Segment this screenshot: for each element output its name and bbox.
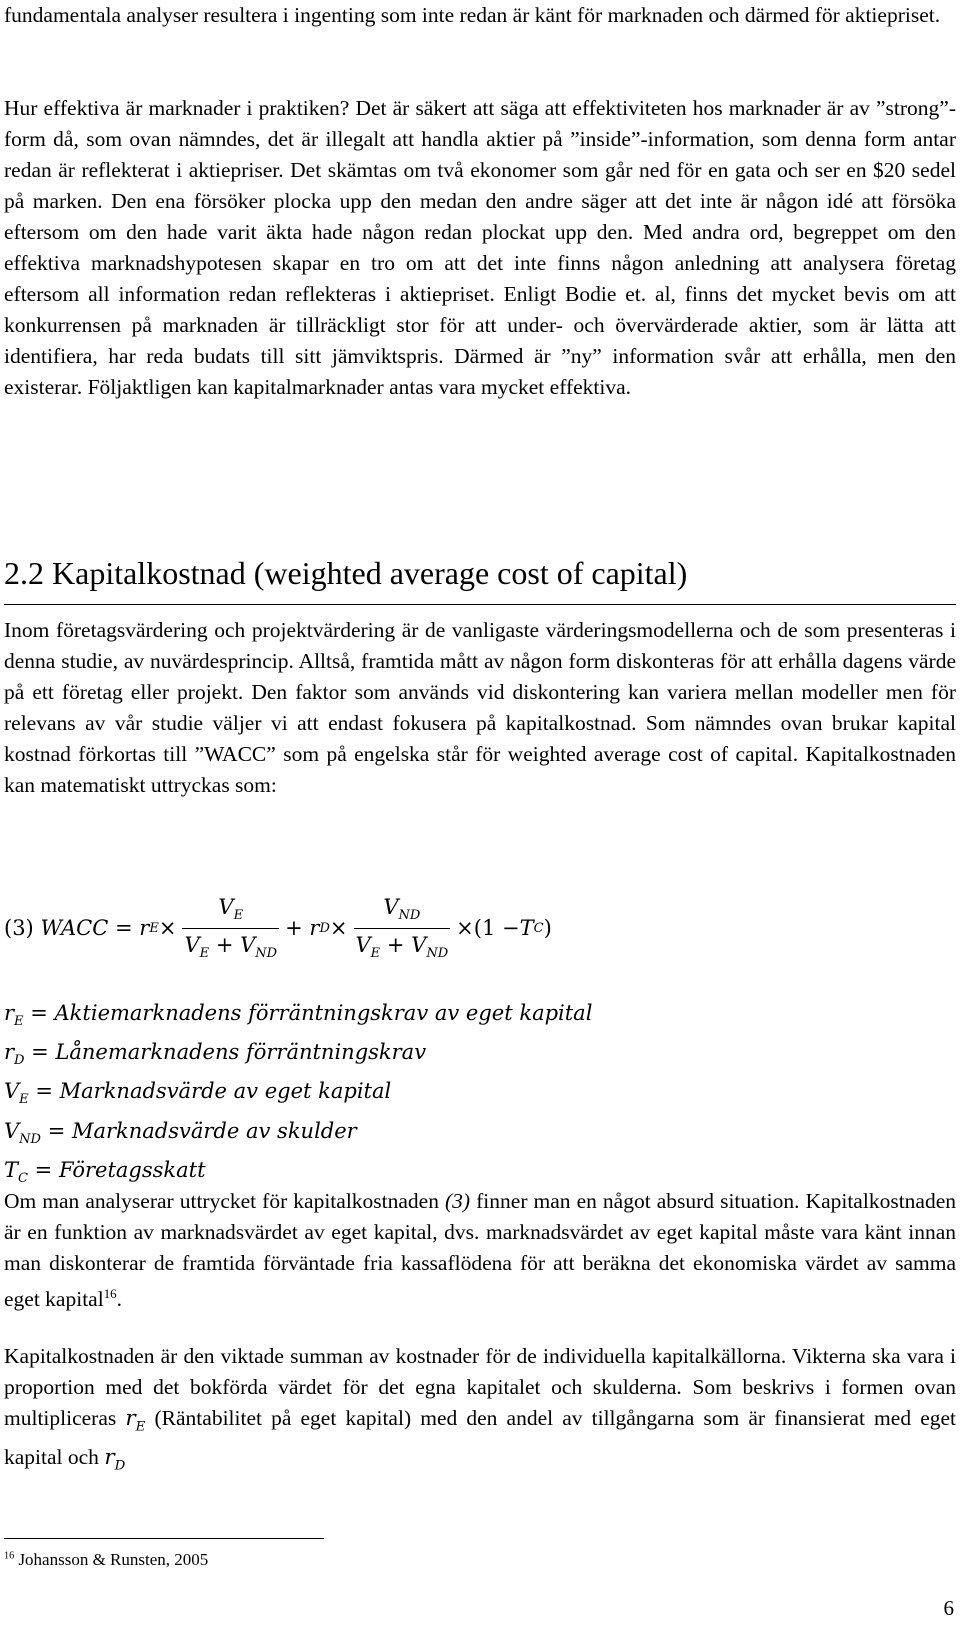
wacc-formula: (3) WACC = r E × $\frac{V_E}{V_E + V_{ND}}$ + r D × $\frac{V_{ND}}{V_E + V_{ND}}$ × (1 − T C ) xyxy=(4,895,552,961)
equation-reference: (3) xyxy=(445,1189,471,1213)
paragraph-valuation: Inom företagsvärdering och projektvärdering är de vanligaste värderingsmodellerna och de som presenteras i denna studie, av nuvärdesprincip. Alltså, framtida mått av någon form diskonteras för att erhålla dagens värde på ett företag eller projekt. Den faktor som används vid diskontering kan variera mellan modeller men för relevans av vår studie väljer vi att endast fokusera på kapitalkostnad. Som nämndes ovan brukar kapital kostnad förkortas till ”WACC” som på engelska står för weighted average cost of capital. Kapitalkostnaden kan matematiskt uttryckas som: xyxy=(4,618,956,797)
paragraph-analysis: Om man analyserar uttrycket för kapitalkostnaden (3) finner man en något absurd situation. Kapitalkostnaden är en funktion av marknadsvärdet av eget kapital, dvs. marknadsvärdet av eget kapital måste vara känt innan man diskonterar de framtida förväntade fria kassaflödena för att beräkna det ekonomiska värdet av samma eget kapital$^{16}$. xyxy=(4,1189,957,1312)
formula-label: (3) xyxy=(4,916,34,940)
formula-lhs: WACC xyxy=(40,916,109,940)
debt-weight-fraction: $\frac{V_{ND}}{V_E + V_{ND}}$ xyxy=(355,895,449,961)
definition-item: $r_D$ = Lånemarknadens förräntningskrav xyxy=(4,1040,427,1069)
definition-item: $r_E$ = Aktiemarknadens förräntningskrav av eget kapital xyxy=(4,1001,593,1030)
paragraph-intro-continued: fundamentala analyser resultera i ingenting som inte redan är känt för marknaden och därmed för aktiepriset. xyxy=(4,3,941,27)
heading-underline xyxy=(4,604,956,605)
footnote-separator xyxy=(4,1538,324,1539)
section-heading: 2.2 Kapitalkostnad (weighted average cost of capital) xyxy=(4,555,688,591)
definition-item: $V_{ND}$ = Marknadsvärde av skulder xyxy=(4,1118,357,1147)
paragraph-weighted-sum: Kapitalkostnaden är den viktade summan av kostnader för de individuella kapitalkällorna. Vikterna ska vara i proportion med det bokförda värdet för det egna kapitalet och skulderna. Som beskrivs i formen ovan multipliceras $r_E$ (Räntabilitet på eget kapital) med den andel av tillgångarna som är finansierat med eget kapital och $r_D$ xyxy=(4,1344,957,1474)
definition-item: $V_E$ = Marknadsvärde av eget kapital xyxy=(4,1079,392,1108)
equity-weight-fraction: $\frac{V_E}{V_E + V_{ND}}$ xyxy=(184,895,278,961)
paragraph-market-efficiency: Hur effektiva är marknader i praktiken? Det är säkert att säga att effektiviteten hos marknader är av ”strong”-form då, som ovan nämndes, det är illegalt att handla aktier på ”inside”-information, som denna form antar redan är reflekterat i aktiepriser. Det skämtas om två ekonomer som går ned för en gata och ser en $20 sedel på marken. Den ena försöker plocka upp den medan den andre säger att det inte är någon idé att försöka eftersom om den hade varit äkta hade någon redan plockat upp den. Med andra ord, begreppet om den effektiva marknadshypotesen skapar en tro om att det inte finns någon anledning att analysera företag eftersom all information redan reflekteras i aktiepriset. Enligt Bodie et. al, finns det mycket bevis om att konkurrensen på marknaden är tillräckligt stor för att under- och övervärderade aktier, som är lätta att identifiera, har reda budats till sitt jämviktspris. Därmed är ”ny” information svår att erhålla, men den existerar. Följaktligen kan kapitalmarknader antas vara mycket effektiva. xyxy=(4,96,956,399)
page-number: 6 xyxy=(943,1596,954,1620)
footnote-marker: 16 xyxy=(103,1287,117,1301)
symbol-definitions xyxy=(4,998,592,1194)
footnote: $^{16}$ Johansson & Runsten, 2005 xyxy=(4,1550,209,1569)
definition-item: $T_C$ = Företagsskatt xyxy=(4,1157,206,1186)
